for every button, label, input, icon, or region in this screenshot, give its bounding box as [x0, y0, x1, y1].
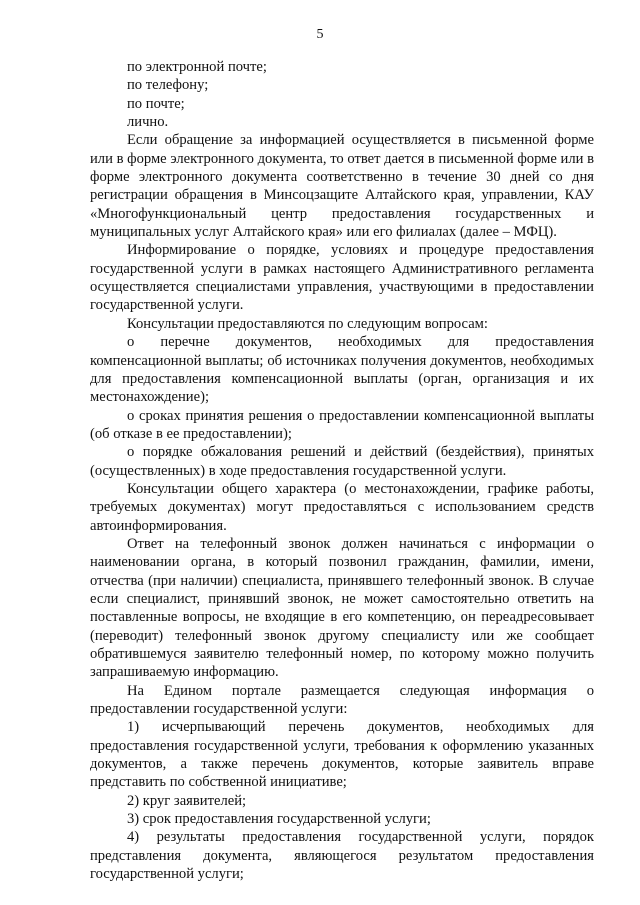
paragraph: о перечне документов, необходимых для предоставления компенсационной выплаты; об источниках получения документов, необходимых для предоставления компенсационной выплаты (орган, организация и их местонахождение); [90, 334, 594, 406]
paragraph: Консультации предоставляются по следующим вопросам: [127, 315, 488, 332]
paragraph: 4) результаты предоставления государственной услуги, порядок представления документа, являющегося результатом предоставления государственной услуги; [90, 829, 594, 883]
paragraph: 2) круг заявителей; [127, 792, 247, 809]
paragraph: лично. [127, 114, 169, 131]
paragraph: Если обращение за информацией осуществляется в письменной форме или в форме электронного документа, то ответ дается в письменной форме или в форме электронного документа соответственно в течение 30 дней со дня регистрации обращения в Минсоцзащите Алтайского края, управлении, КАУ «Многофункциональный центр предоставления государственных и муниципальных услуг Алтайского края» или его филиалах (далее – МФЦ). [90, 132, 594, 241]
paragraph: На Едином портале размещается следующая информация о предоставлении государственной услуги: [90, 682, 594, 718]
paragraph: по телефону; [127, 77, 209, 94]
paragraph: по почте; [127, 95, 185, 112]
paragraph: Информирование о порядке, условиях и процедуре предоставления государственной услуги в рамках настоящего Административного регламента осуществляется специалистами управления, участвующими в предоставлении государственной услуги. [90, 242, 594, 314]
page-number: 5 [316, 27, 324, 42]
paragraph: по электронной почте; [127, 59, 267, 75]
paragraph: о сроках принятия решения о предоставлении компенсационной выплаты (об отказе в ее предоставлении); [90, 407, 594, 442]
paragraph: о порядке обжалования решений и действий (бездействия), принятых (осуществленных) в ходе предоставления государственной услуги. [90, 444, 594, 479]
paragraph: Ответ на телефонный звонок должен начинаться с информации о наименовании органа, в который позвонил гражданин, фамилии, имени, отчества (при наличии) специалиста, принявшего телефонный звонок. В случае если специалист, принявший звонок, не может самостоятельно ответить на поставленные вопросы, не входящие в его компетенцию, он переадресовывает (переводит) телефонный звонок другому специалисту или же сообщает обратившемуся заявителю телефонный номер, по которому можно получить запрашиваемую информацию. [90, 535, 594, 681]
paragraph: 1) исчерпывающий перечень документов, необходимых для предоставления государственной услуги, требования к оформлению указанных документов, а также перечень документов, которые заявитель вправе представить по собственной инициативе; [90, 719, 594, 791]
paragraph: Консультации общего характера (о местонахождении, графике работы, требуемых документах) могут предоставляться с использованием средств автоинформирования. [90, 480, 594, 534]
paragraph: 3) срок предоставления государственной услуги; [127, 811, 431, 828]
document-body [90, 58, 594, 883]
